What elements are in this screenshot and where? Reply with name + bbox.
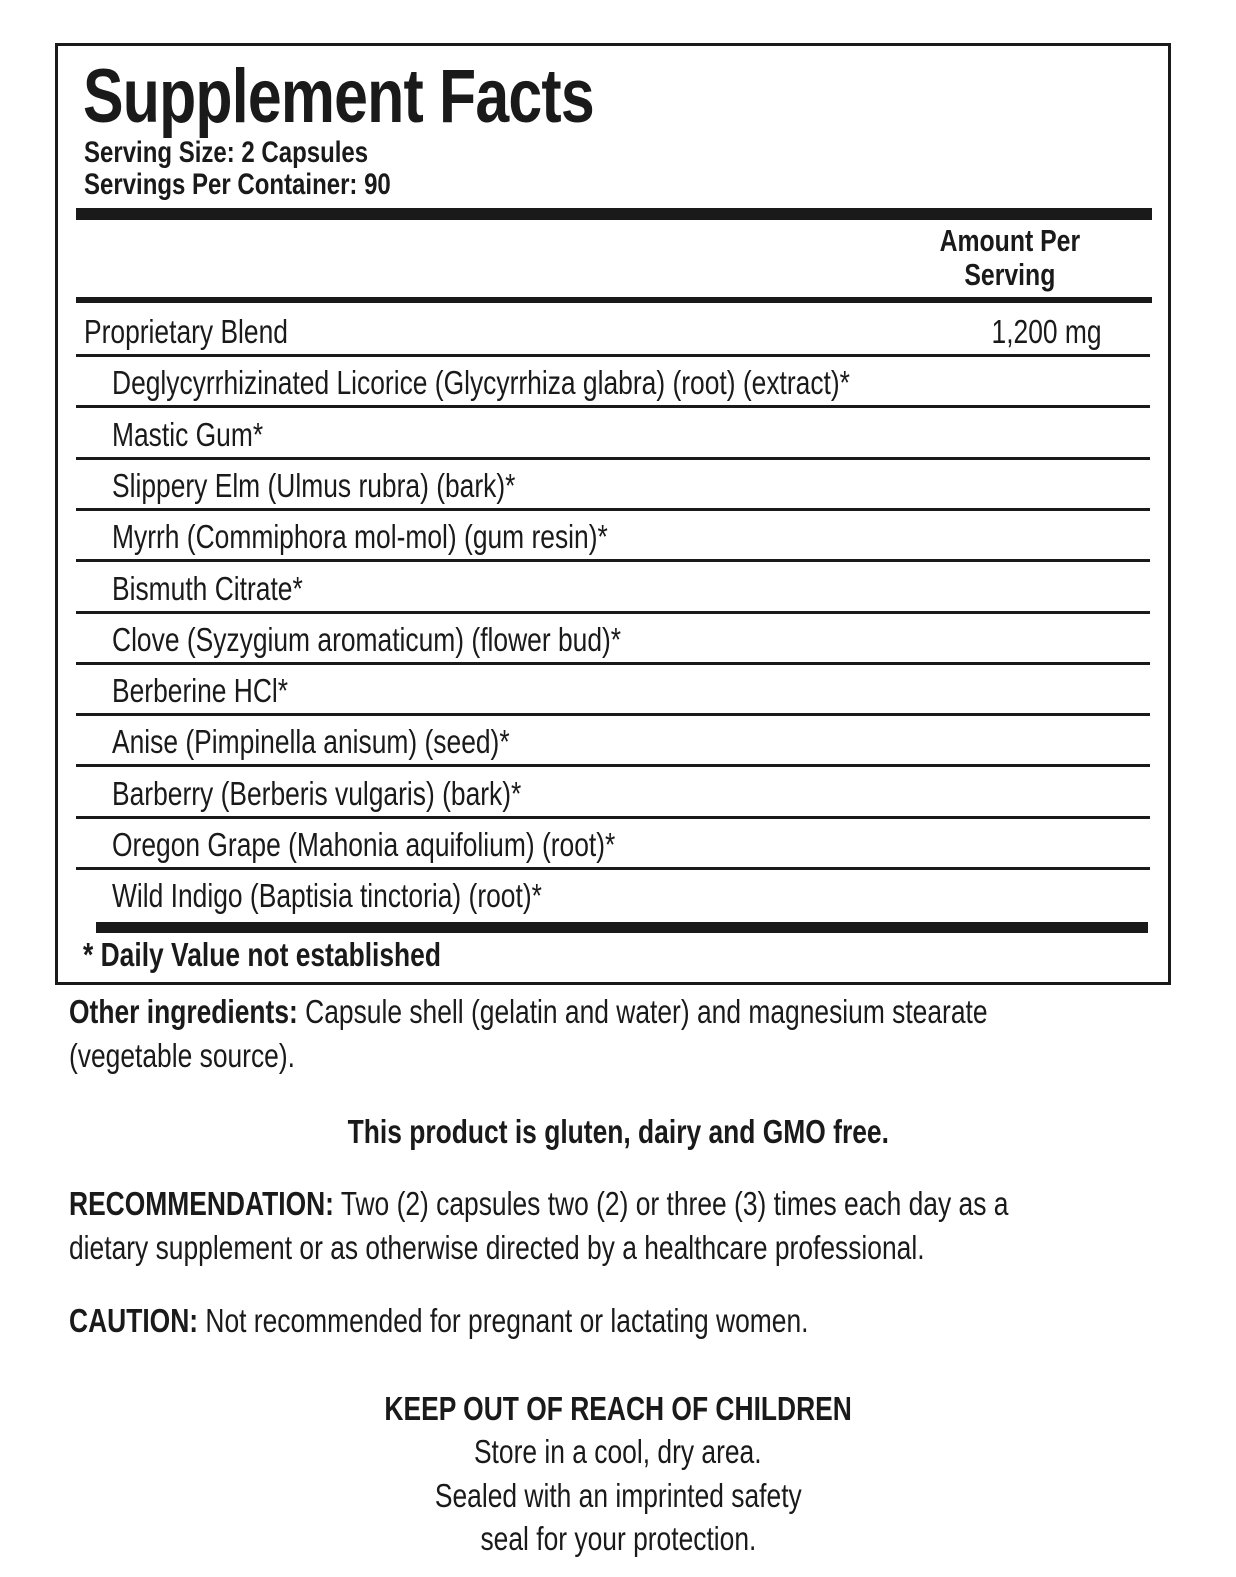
panel-title-text: Supplement Facts <box>83 54 594 139</box>
ingredient-row <box>76 819 1150 870</box>
medium-divider <box>76 297 1152 303</box>
recommendation-text-cont: dietary supplement or as otherwise directed by a healthcare professional. <box>69 1229 925 1266</box>
amount-header-line2: Serving <box>964 257 1056 292</box>
daily-value-footnote <box>83 935 530 975</box>
blend-amount <box>964 312 1102 352</box>
thick-divider-top <box>76 208 1152 220</box>
ingredient-row <box>76 768 1150 819</box>
keep-out-of-reach-warning <box>0 1387 1236 1431</box>
supplement-facts-panel <box>55 43 1171 985</box>
safety-seal-line1 <box>0 1474 1236 1518</box>
other-ingredients-label: Other ingredients: <box>69 993 298 1030</box>
caution-label: CAUTION: <box>69 1302 199 1339</box>
ingredient-name-text: Slippery Elm (Ulmus rubra) (bark)* <box>112 466 516 504</box>
ingredient-name <box>112 825 741 865</box>
ingredient-name <box>112 671 332 711</box>
ingredient-name-text: Anise (Pimpinella anisum) (seed)* <box>112 723 510 761</box>
serving-size <box>84 136 439 170</box>
recommendation-label: RECOMMENDATION: <box>69 1185 334 1222</box>
ingredient-name <box>112 876 649 916</box>
ingredient-name <box>112 466 616 506</box>
blend-name <box>84 312 339 352</box>
ingredient-name <box>112 363 1034 403</box>
ingredient-name-text: Deglycyrrhizinated Licorice (Glycyrrhiza glabra) (root) (extract)* <box>112 364 850 402</box>
serving-size-text: Serving Size: 2 Capsules <box>84 136 369 169</box>
ingredient-name-text: Bismuth Citrate* <box>112 569 303 607</box>
ingredient-row <box>76 870 1150 921</box>
ingredient-name-text: Myrrh (Commiphora mol-mol) (gum resin)* <box>112 518 608 556</box>
ingredient-name-text: Oregon Grape (Mahonia aquifolium) (root)* <box>112 826 616 863</box>
blend-name-text: Proprietary Blend <box>84 313 288 350</box>
ingredient-name <box>112 517 732 557</box>
ingredient-row <box>76 511 1150 562</box>
ingredient-row <box>76 716 1150 767</box>
caution <box>69 1299 1189 1343</box>
proprietary-blend-row <box>76 306 1150 357</box>
safety-seal-text1: Sealed with an imprinted safety <box>434 1477 802 1514</box>
servings-per-container-text: Servings Per Container: 90 <box>84 168 391 201</box>
warning-text: KEEP OUT OF REACH OF CHILDREN <box>384 1390 852 1427</box>
thick-divider-bottom <box>96 922 1148 933</box>
other-ingredients-text-cont: (vegetable source). <box>69 1037 295 1074</box>
servings-per-container <box>84 168 467 202</box>
panel-title <box>83 52 722 142</box>
amount-per-serving-header <box>880 224 1140 292</box>
ingredient-name <box>112 569 350 609</box>
amount-header-line1: Amount Per <box>939 223 1081 258</box>
free-statement <box>0 1110 1236 1154</box>
other-ingredients <box>69 990 1189 1078</box>
ingredient-name <box>112 722 609 762</box>
blend-amount-text: 1,200 mg <box>991 313 1102 350</box>
safety-seal-text2: seal for your protection. <box>480 1520 756 1557</box>
safety-seal-line2 <box>0 1517 1236 1561</box>
ingredient-name-text: Clove (Syzygium aromaticum) (flower bud)* <box>112 620 622 658</box>
ingredient-row <box>76 665 1150 716</box>
ingredient-name <box>112 620 748 660</box>
ingredient-name <box>112 415 301 455</box>
ingredient-row <box>76 614 1150 665</box>
ingredient-row <box>76 357 1150 408</box>
ingredient-name <box>112 774 624 814</box>
free-statement-text: This product is gluten, dairy and GMO free. <box>347 1113 889 1150</box>
storage-instruction <box>0 1430 1236 1474</box>
ingredient-name-text: Wild Indigo (Baptisia tinctoria) (root)* <box>112 877 542 915</box>
ingredient-name-text: Barberry (Berberis vulgaris) (bark)* <box>112 774 522 812</box>
recommendation <box>69 1182 1189 1270</box>
caution-text: Not recommended for pregnant or lactating women. <box>198 1302 809 1339</box>
ingredient-row <box>76 563 1150 614</box>
ingredient-row <box>76 460 1150 511</box>
ingredient-name-text: Berberine HCl* <box>112 672 289 710</box>
footnote-text: * Daily Value not established <box>83 936 441 973</box>
ingredient-row <box>76 409 1150 460</box>
recommendation-text: Two (2) capsules two (2) or three (3) times each day as a <box>333 1185 1009 1222</box>
other-ingredients-text: Capsule shell (gelatin and water) and magnesium stearate <box>297 993 988 1030</box>
ingredient-name-text: Mastic Gum* <box>112 415 264 453</box>
storage-text: Store in a cool, dry area. <box>474 1433 762 1470</box>
